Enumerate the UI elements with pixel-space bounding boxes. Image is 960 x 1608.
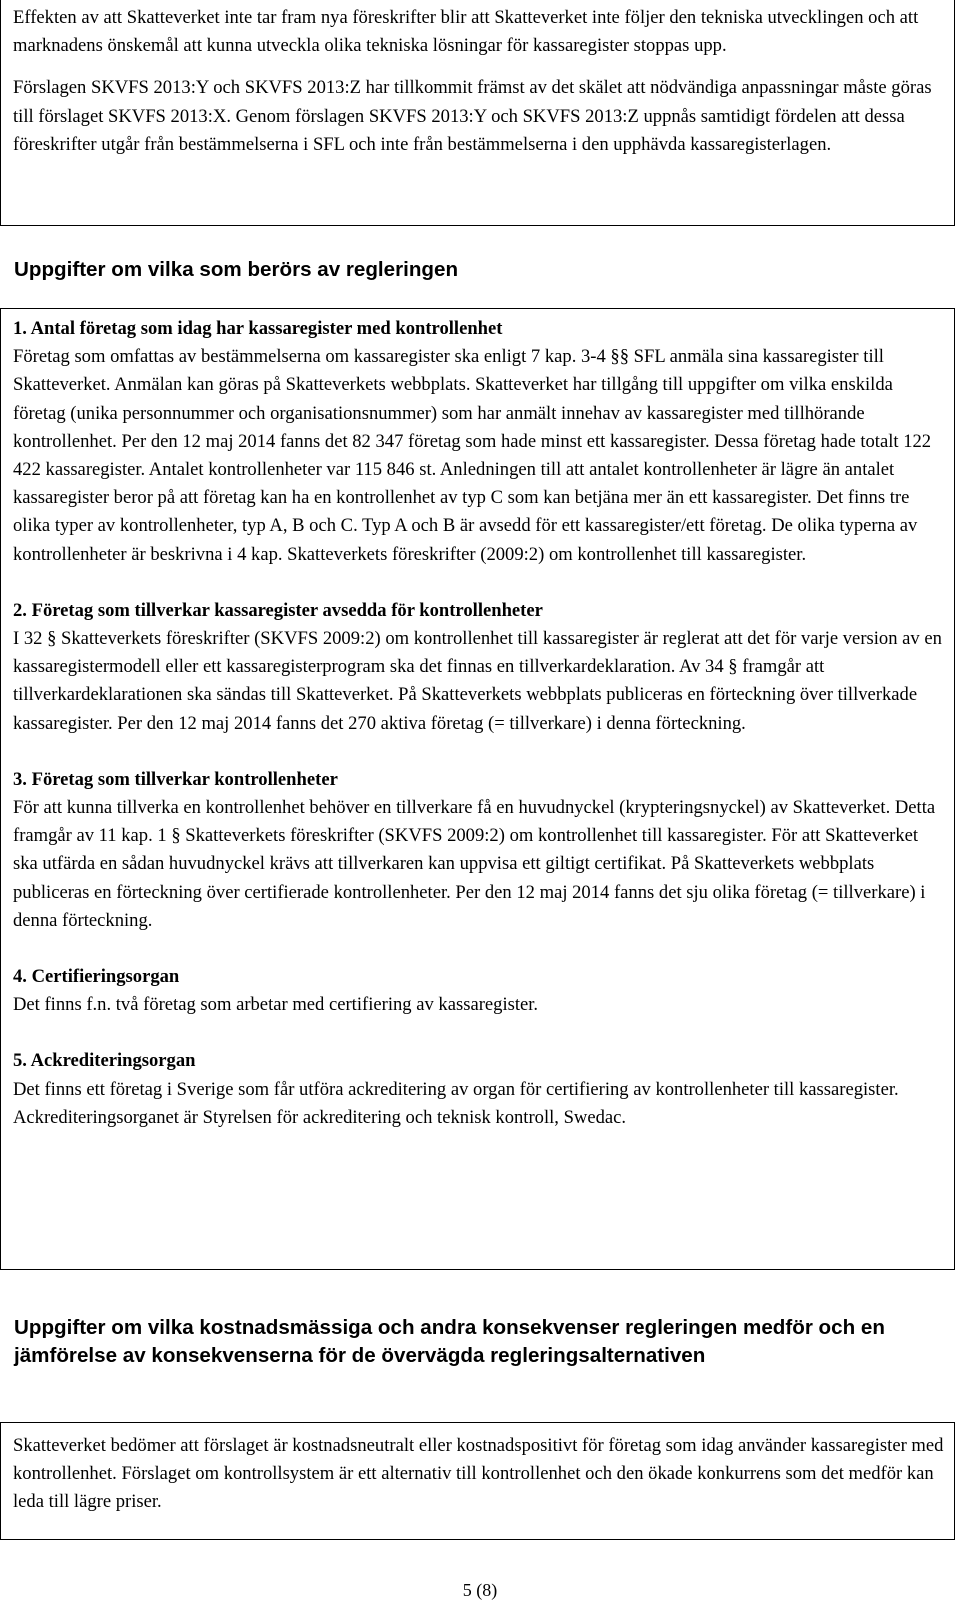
section-title: 3. Företag som tillverkar kontrollenheter <box>13 768 338 790</box>
intro-text-box <box>0 0 955 226</box>
affected-parties-box <box>0 308 955 1270</box>
section-body: I 32 § Skatteverkets föreskrifter (SKVFS 2009:2) om kontrollenhet till kassaregister är reglerat att det för varje version av en kassaregistermodell eller ett kassaregisterprogram ska det finnas en tillverkardeklaration. Av 34 § framgår att tillverkardeklarationen ska sändas till Skatteverket. På Skatteverkets webbplats publiceras en förteckning över tillverkade kassaregister. Per den 12 maj 2014 fanns det 270 aktiva företag (= tillverkare) i denna förteckning. <box>13 628 942 734</box>
section-body: Det finns f.n. två företag som arbetar med certifiering av kassaregister. <box>13 994 539 1016</box>
section-title: 1. Antal företag som idag har kassaregister med kontrollenhet <box>13 318 503 339</box>
page-number: 5 (8) <box>462 1580 498 1600</box>
paragraph-proposals: Förslagen SKVFS 2013:Y och SKVFS 2013:Z har tillkommit främst av det skälet att nödvändiga anpassningar måste göras till förslaget SKVFS 2013:X. Genom förslagen SKVFS 2013:Y och SKVFS 2013:Z uppnås samtidigt fördelen att dessa föreskrifter utgår från bestämmelserna i SFL och inte från bestämmelserna i den upphävda kassaregisterlagen. <box>13 77 932 155</box>
paragraph-cost-assessment: Skatteverket bedömer att förslaget är kostnadsneutralt eller kostnadspositivt för företag som idag använder kassaregister med kontrollenhet. Förslaget om kontrollsystem är ett alternativ till kontrollenhet och den ökade konkurrens som det medför kan leda till lägre priser. <box>13 1435 944 1513</box>
section-body: För att kunna tillverka en kontrollenhet behöver en tillverkare få en huvudnyckel (krypteringsnyckel) av Skatteverket. Detta framgår av 11 kap. 1 § Skatteverkets föreskrifter (SKVFS 2009:2) om kontrollenhet till kassaregister. För att Skatteverket ska utfärda en sådan huvudnyckel krävs att tillverkaren kan uppvisa ett giltigt certifikat. På Skatteverkets webbplats publiceras en förteckning över certifierade kontrollenheter. Per den 12 maj 2014 fanns det sju olika företag (= tillverkare) i denna förteckning. <box>13 797 936 931</box>
paragraph-effects: Effekten av att Skatteverket inte tar fram nya föreskrifter blir att Skatteverket inte följer den tekniska utvecklingen och att marknadens önskemål att kunna utveckla olika tekniska lösningar för kassaregister stoppas upp. <box>13 7 919 57</box>
section-body: Det finns ett företag i Sverige som får utföra ackreditering av organ för certifiering av kontrollenheter till kassaregister. Ackrediteringsorganet är Styrelsen för ackreditering och teknisk kontroll, Swedac. <box>13 1078 899 1128</box>
section-accreditation-bodies <box>13 1047 945 1132</box>
heading-cost-consequences: Uppgifter om vilka kostnadsmässiga och andra konsekvenser regleringen medför och en jämförelse av konsekvenserna för de övervägda regleringsalternativen <box>14 1316 885 1367</box>
section-body: Företag som omfattas av bestämmelserna om kassaregister ska enligt 7 kap. 3-4 §§ SFL anmäla sina kassaregister till Skatteverket. Anmälan kan göras på Skatteverkets webbplats. Skatteverket har tillgång till uppgifter om vilka enskilda företag (unika personnummer och organisationsnummer) som har anmält innehav av kassaregister med tillhörande kontrollenhet. Per den 12 maj 2014 fanns det 82 347 företag som hade minst ett kassaregister. Dessa företag hade totalt 122 422 kassaregister. Antalet kontrollenheter var 115 846 st. Anledningen till att antalet kontrollenheter är lägre än antalet kassaregister beror på att företag kan ha en kontrollenhet av typ C som kan betjäna mer än ett kassaregister. Det finns tre olika typer av kontrollenheter, typ A, B och C. Typ A och B är avsedd för ett kassaregister/ett företag. De olika typerna av kontrollenheter är beskrivna i 4 kap. Skatteverkets föreskrifter (2009:2) om kontrollenhet till kassaregister. <box>13 346 932 565</box>
heading-affected-parties: Uppgifter om vilka som berörs av regleringen <box>14 258 459 281</box>
section-cash-register-companies <box>13 315 945 569</box>
section-title: 4. Certifieringsorgan <box>13 966 180 988</box>
section-certification-bodies <box>13 963 945 1019</box>
cost-assessment-box <box>0 1422 955 1540</box>
section-title: 5. Ackrediteringsorgan <box>13 1050 196 1072</box>
section-title: 2. Företag som tillverkar kassaregister avsedda för kontrollenheter <box>13 599 543 621</box>
section-control-unit-manufacturers <box>13 766 945 935</box>
section-cash-register-manufacturers <box>13 597 945 738</box>
